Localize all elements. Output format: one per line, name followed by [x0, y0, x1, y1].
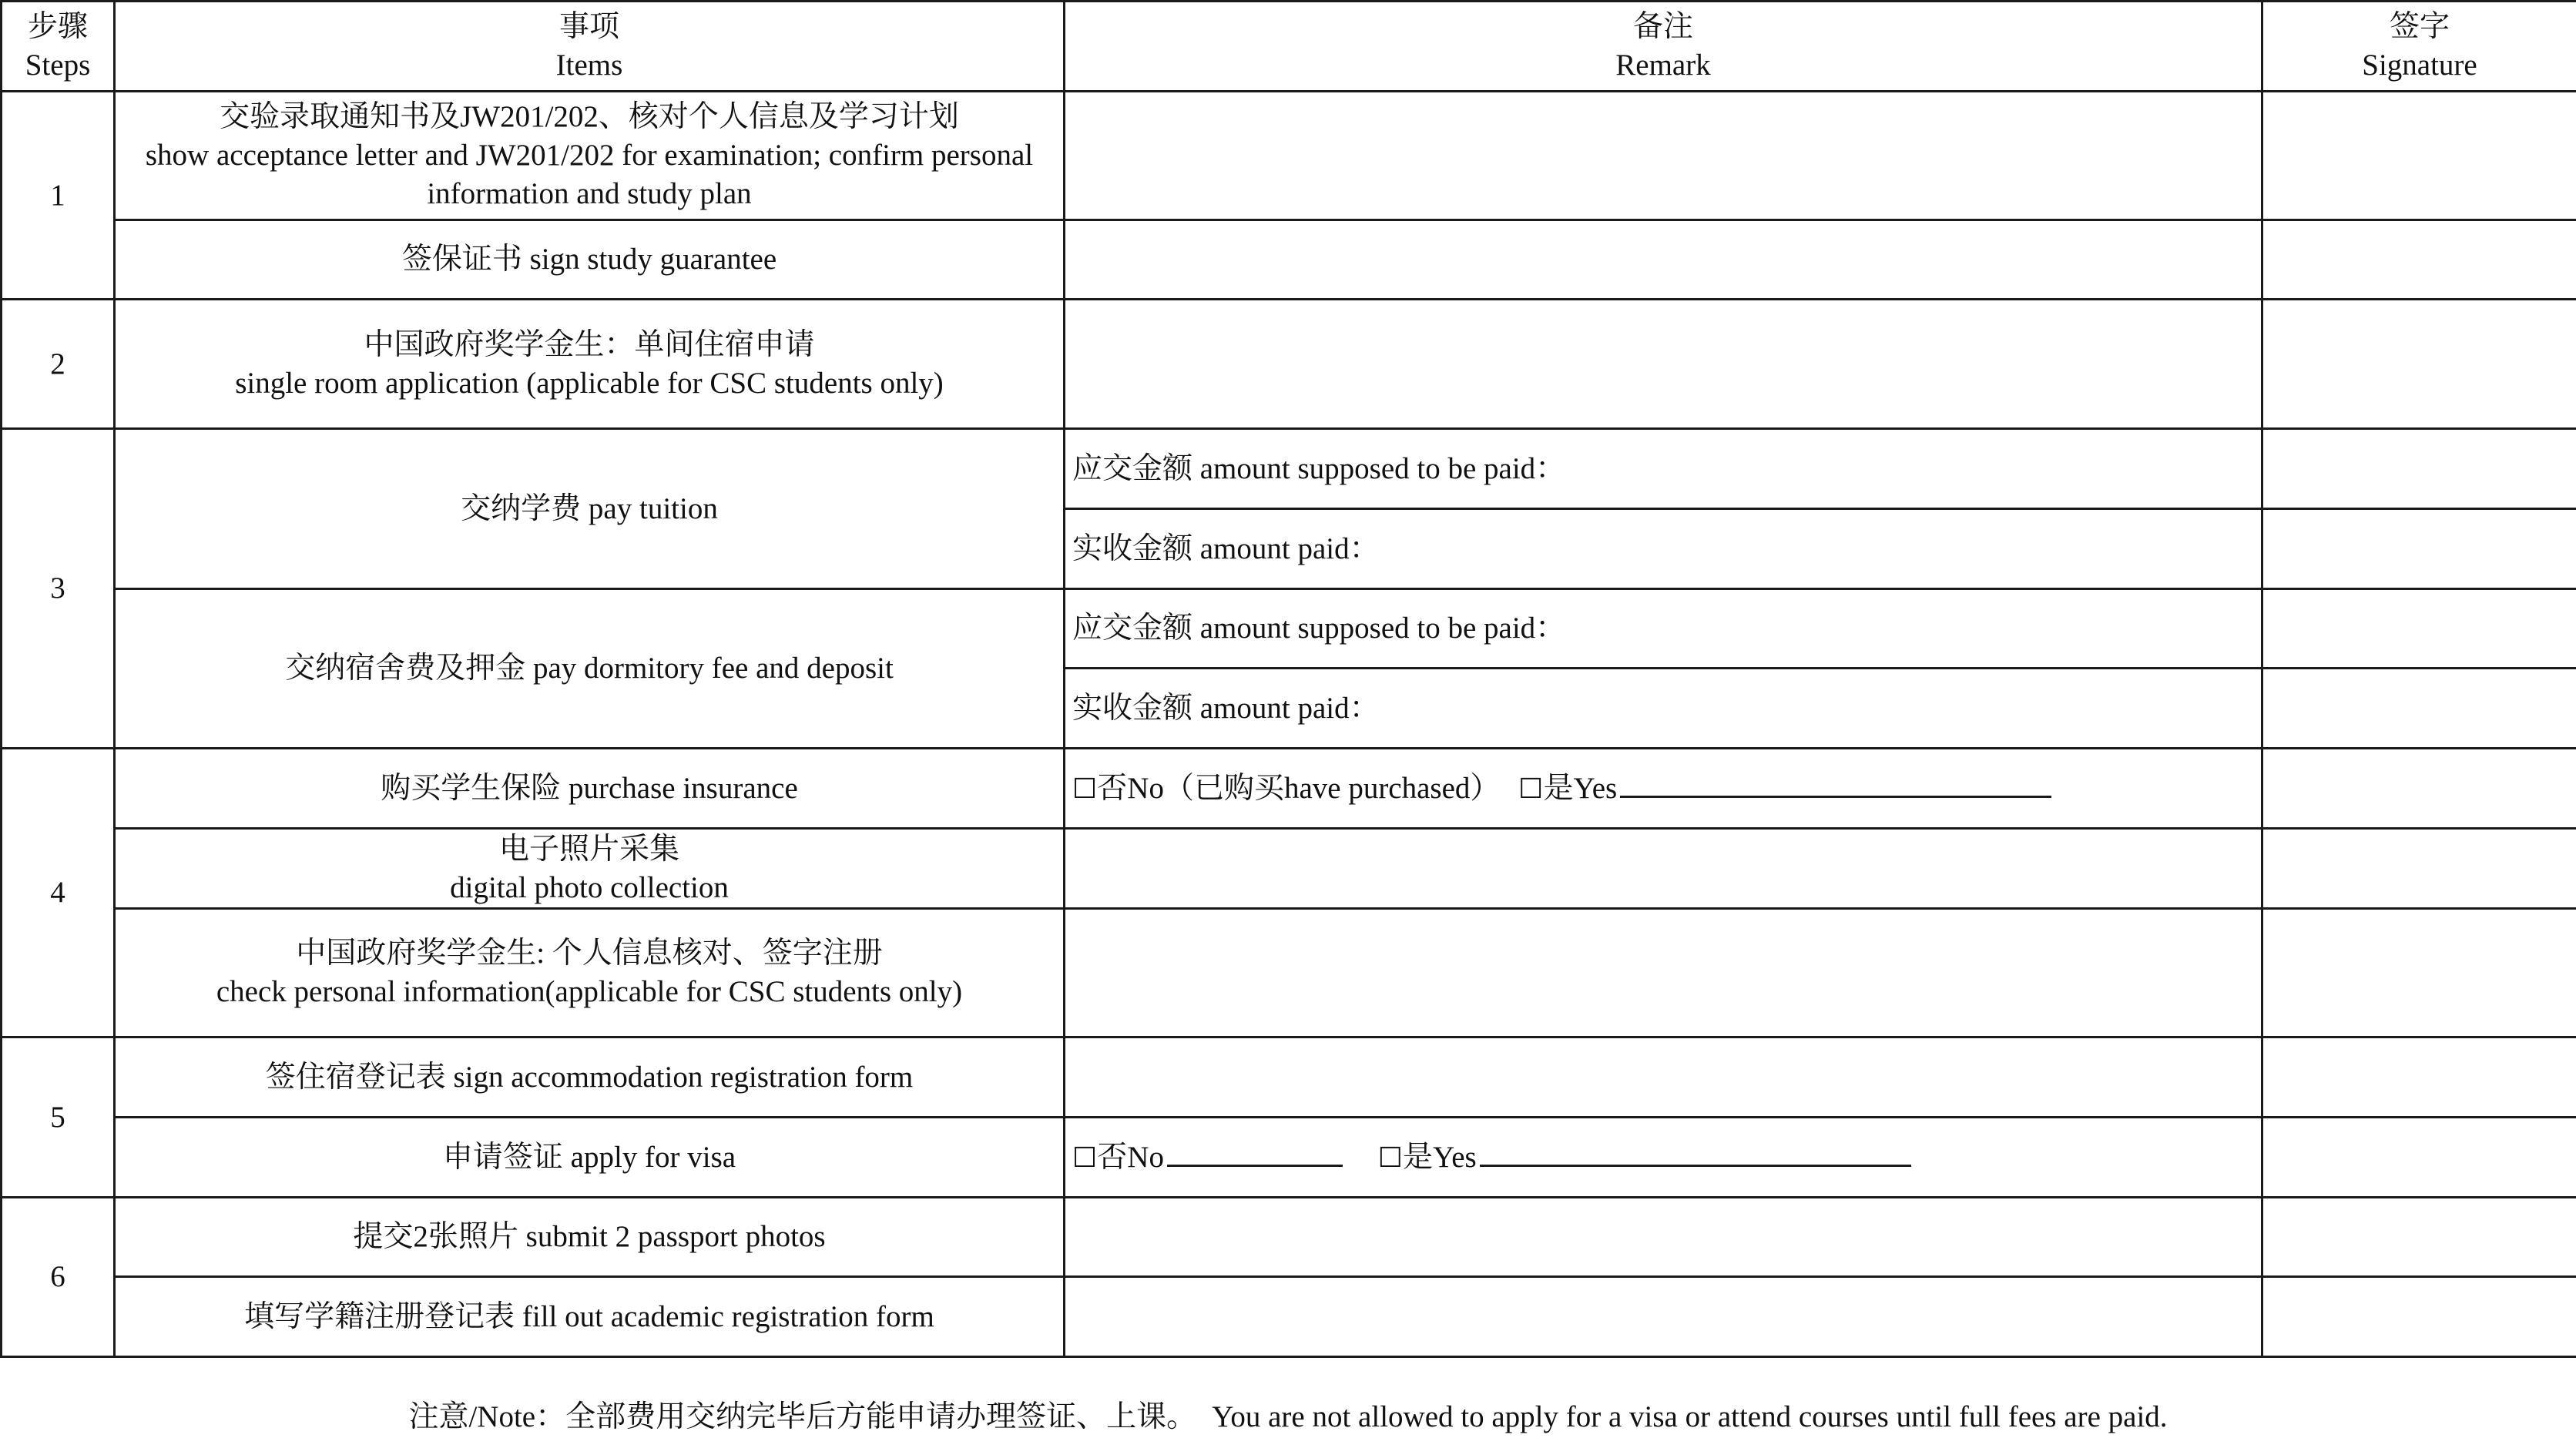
- insurance-remark: [1065, 749, 2262, 829]
- remark-cell[interactable]: [1065, 220, 2262, 300]
- signature-cell[interactable]: [2262, 589, 2576, 669]
- remark-cell[interactable]: [1065, 92, 2262, 220]
- note-text-en: You are not allowed to apply for a visa or attend courses until full fees are paid.: [1212, 1400, 2168, 1433]
- header-signature-en: Signature: [2362, 49, 2477, 82]
- item-text-en: digital photo collection: [450, 870, 729, 904]
- amount-due-field[interactable]: 应交金额 amount supposed to be paid：: [1065, 429, 2262, 509]
- item-text-en: single room application (applicable for CSC students only): [235, 366, 944, 400]
- item-cell: 提交2张照片 submit 2 passport photos: [115, 1198, 1065, 1277]
- fill-in-line[interactable]: [1620, 768, 2051, 798]
- table-row: [2, 909, 2576, 1037]
- header-steps-zh: 步骤: [27, 10, 88, 43]
- item-text-en: information and study plan: [427, 177, 752, 210]
- item-text-zh: 中国政府奖学金生: 个人信息核对、签字注册: [296, 937, 883, 970]
- item-cell: 交纳学费 pay tuition: [115, 429, 1065, 589]
- fill-in-line[interactable]: [1167, 1137, 1343, 1167]
- checkbox-yes-label: 是Yes: [1402, 1141, 1477, 1174]
- checkbox-no[interactable]: ☐: [1072, 1142, 1098, 1174]
- item-cell: [115, 829, 1065, 909]
- signature-cell[interactable]: [2262, 829, 2576, 909]
- item-text-en: check personal information(applicable for CSC students only): [216, 975, 963, 1008]
- step-number: 1: [2, 92, 115, 300]
- item-text-zh: 电子照片采集: [498, 832, 679, 866]
- header-row: [2, 2, 2576, 92]
- header-steps: [2, 2, 115, 92]
- signature-cell[interactable]: [2262, 300, 2576, 429]
- item-cell: [115, 92, 1065, 220]
- amount-paid-field[interactable]: 实收金额 amount paid：: [1065, 509, 2262, 589]
- table-row: [2, 300, 2576, 429]
- table-row: [2, 429, 2576, 509]
- table-row: [2, 1277, 2576, 1357]
- item-cell: [115, 300, 1065, 429]
- table-row: [2, 1118, 2576, 1198]
- header-signature-zh: 签字: [2389, 10, 2450, 43]
- table-row: [2, 1198, 2576, 1277]
- step-number: 2: [2, 300, 115, 429]
- signature-cell[interactable]: [2262, 92, 2576, 220]
- item-cell: 交纳宿舍费及押金 pay dormitory fee and deposit: [115, 589, 1065, 749]
- signature-cell[interactable]: [2262, 1198, 2576, 1277]
- signature-cell[interactable]: [2262, 669, 2576, 749]
- checkbox-no-label: 否No（已购买have purchased）: [1097, 772, 1501, 805]
- item-cell: 申请签证 apply for visa: [115, 1118, 1065, 1198]
- header-items-zh: 事项: [558, 10, 619, 43]
- signature-cell[interactable]: [2262, 749, 2576, 829]
- item-text-en: show acceptance letter and JW201/202 for examination; confirm personal: [145, 139, 1034, 172]
- header-items: [115, 2, 1065, 92]
- signature-cell[interactable]: [2262, 1277, 2576, 1357]
- checkbox-yes-label: 是Yes: [1543, 772, 1618, 805]
- signature-cell[interactable]: [2262, 1037, 2576, 1118]
- remark-cell[interactable]: [1065, 1037, 2262, 1118]
- item-cell: [115, 909, 1065, 1037]
- step-number: 6: [2, 1198, 115, 1357]
- checkbox-yes[interactable]: ☐: [1377, 1142, 1403, 1174]
- amount-due-field[interactable]: 应交金额 amount supposed to be paid：: [1065, 589, 2262, 669]
- signature-cell[interactable]: [2262, 1118, 2576, 1198]
- amount-paid-field[interactable]: 实收金额 amount paid：: [1065, 669, 2262, 749]
- note-text-zh: 注意/Note：全部费用交纳完毕后方能申请办理签证、上课。: [408, 1400, 1197, 1433]
- header-remark-zh: 备注: [1632, 10, 1693, 43]
- table-row: [2, 749, 2576, 829]
- checkbox-no[interactable]: ☐: [1072, 773, 1098, 805]
- signature-cell[interactable]: [2262, 909, 2576, 1037]
- table-row: [2, 1037, 2576, 1118]
- signature-cell[interactable]: [2262, 509, 2576, 589]
- item-cell: 签住宿登记表 sign accommodation registration form: [115, 1037, 1065, 1118]
- signature-cell[interactable]: [2262, 429, 2576, 509]
- item-cell: 购买学生保险 purchase insurance: [115, 749, 1065, 829]
- table-row: [2, 92, 2576, 220]
- remark-cell[interactable]: [1065, 829, 2262, 909]
- checkbox-no-label: 否No: [1097, 1141, 1164, 1174]
- item-cell: 签保证书 sign study guarantee: [115, 220, 1065, 300]
- remark-cell[interactable]: [1065, 1277, 2262, 1357]
- step-number: 3: [2, 429, 115, 749]
- fill-in-line[interactable]: [1480, 1137, 1911, 1167]
- table-row: [2, 220, 2576, 300]
- step-number: 4: [2, 749, 115, 1037]
- remark-cell[interactable]: [1065, 1198, 2262, 1277]
- item-cell: 填写学籍注册登记表 fill out academic registration form: [115, 1277, 1065, 1357]
- header-remark-en: Remark: [1615, 49, 1711, 82]
- footer-note: [0, 1398, 2576, 1436]
- checkbox-yes[interactable]: ☐: [1518, 773, 1544, 805]
- remark-cell[interactable]: [1065, 300, 2262, 429]
- header-remark: [1065, 2, 2262, 92]
- table-row: [2, 829, 2576, 909]
- signature-cell[interactable]: [2262, 220, 2576, 300]
- step-number: 5: [2, 1037, 115, 1198]
- table-row: [2, 589, 2576, 669]
- remark-cell[interactable]: [1065, 909, 2262, 1037]
- header-steps-en: Steps: [25, 49, 91, 82]
- item-text-zh: 中国政府奖学金生：单间住宿申请: [364, 327, 815, 361]
- header-signature: [2262, 2, 2576, 92]
- visa-remark: [1065, 1118, 2262, 1198]
- item-text-zh: 交验录取通知书及JW201/202、核对个人信息及学习计划: [220, 100, 959, 133]
- header-items-en: Items: [555, 49, 623, 82]
